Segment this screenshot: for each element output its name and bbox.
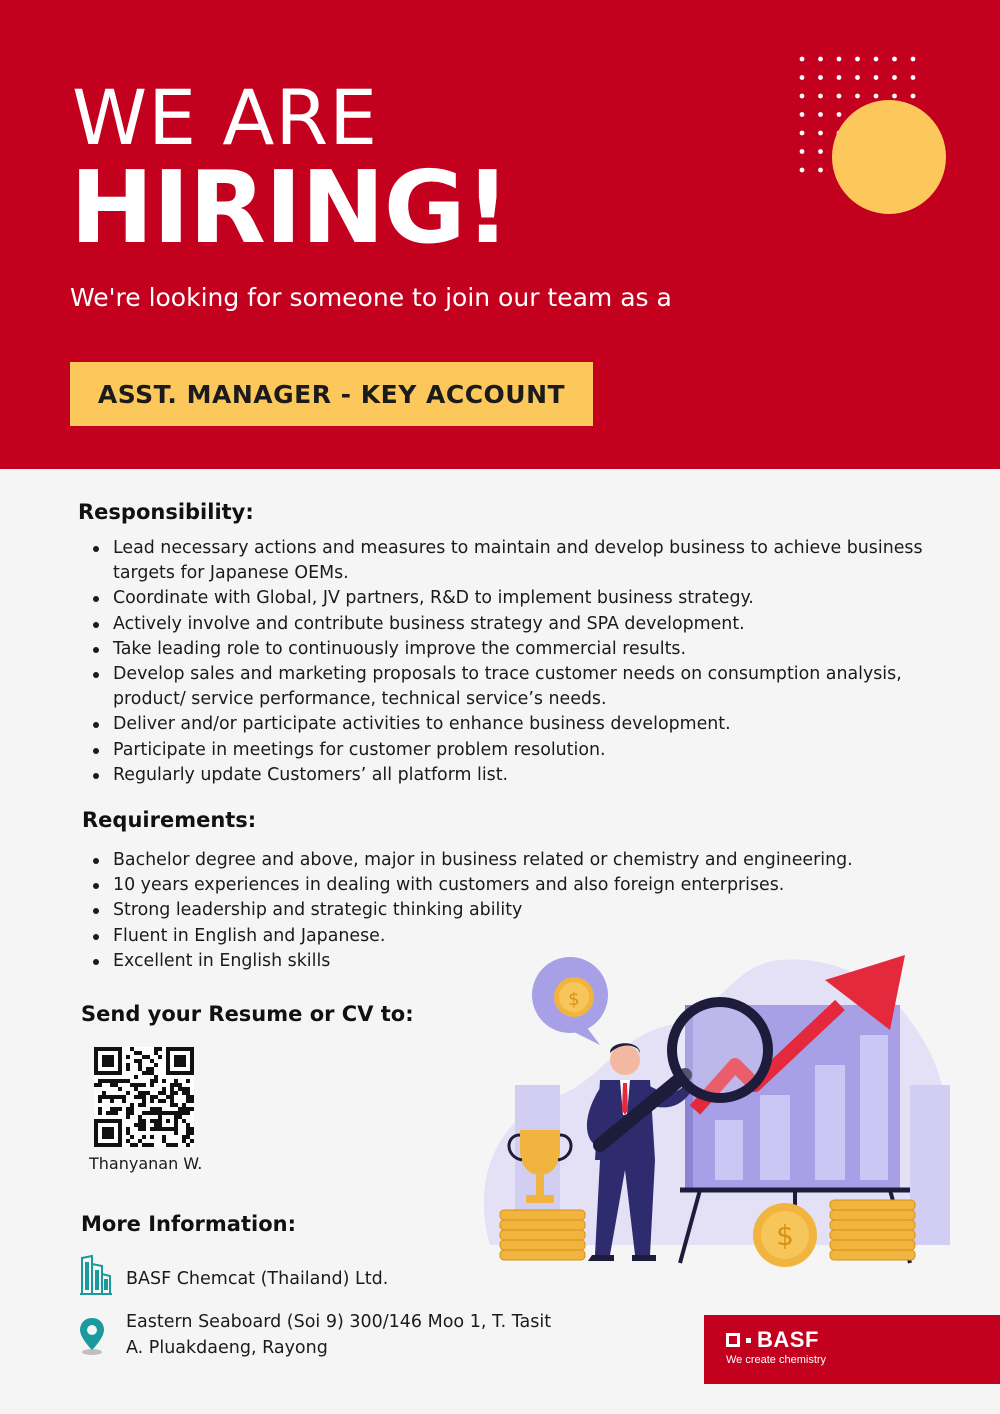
businessman-growth-illustration xyxy=(470,945,970,1275)
decorative-dot xyxy=(800,57,805,62)
list-item: Fluent in English and Japanese. xyxy=(113,924,993,949)
decorative-dot xyxy=(818,94,823,99)
decorative-dot xyxy=(874,75,879,80)
more-info-heading: More Information: xyxy=(81,1212,296,1236)
decorative-dot xyxy=(874,94,879,99)
brand-name: BASF xyxy=(757,1327,819,1352)
list-item: Deliver and/or participate activities to enhance business development. xyxy=(113,712,943,737)
header-banner xyxy=(0,0,1000,469)
decorative-dot xyxy=(892,75,897,80)
decorative-dot xyxy=(818,75,823,80)
decorative-dot xyxy=(837,75,842,80)
location-pin-icon xyxy=(78,1316,106,1356)
decorative-dot xyxy=(874,57,879,62)
basf-logo xyxy=(726,1327,819,1353)
svg-text:$: $ xyxy=(776,1219,794,1252)
list-item: Bachelor degree and above, major in business related or chemistry and engineering. xyxy=(113,848,993,873)
list-item: Regularly update Customers’ all platform list. xyxy=(113,763,943,788)
decorative-dot xyxy=(911,94,916,99)
hero-line-1: WE ARE xyxy=(72,73,379,162)
list-item: Take leading role to continuously improve the commercial results. xyxy=(113,637,943,662)
contact-heading: Send your Resume or CV to: xyxy=(81,1002,414,1026)
decorative-dot xyxy=(818,131,823,136)
decorative-dot xyxy=(837,57,842,62)
decorative-dot xyxy=(855,75,860,80)
decorative-dot xyxy=(800,131,805,136)
list-item: Participate in meetings for customer problem resolution. xyxy=(113,738,943,763)
decorative-dot xyxy=(855,57,860,62)
building-icon xyxy=(80,1254,112,1296)
decorative-dot xyxy=(818,57,823,62)
hero-line-2: HIRING! xyxy=(70,149,510,266)
decorative-dot xyxy=(800,112,805,117)
address-line-1: Eastern Seaboard (Soi 9) 300/146 Moo 1, T. Tasit xyxy=(126,1312,552,1332)
logo-square-icon xyxy=(726,1333,740,1347)
svg-text:$: $ xyxy=(568,989,580,1010)
decorative-dot xyxy=(800,75,805,80)
decorative-dot xyxy=(837,94,842,99)
brand-tagline: We create chemistry xyxy=(726,1354,827,1366)
decorative-dot xyxy=(800,149,805,154)
qr-contact-name: Thanyanan W. xyxy=(89,1154,203,1173)
decorative-dot xyxy=(855,94,860,99)
decorative-dot xyxy=(911,57,916,62)
logo-dot-icon xyxy=(746,1338,751,1343)
decorative-dot xyxy=(837,112,842,117)
list-item: 10 years experiences in dealing with customers and also foreign enterprises. xyxy=(113,873,993,898)
company-name: BASF Chemcat (Thailand) Ltd. xyxy=(126,1269,389,1289)
decorative-dot xyxy=(892,57,897,62)
decorative-dot xyxy=(892,94,897,99)
qr-code[interactable] xyxy=(94,1047,194,1147)
decorative-dot xyxy=(800,168,805,173)
decorative-dot xyxy=(818,112,823,117)
hero-subline: We're looking for someone to join our team as a xyxy=(70,283,672,312)
position-badge xyxy=(70,362,593,426)
list-item: Coordinate with Global, JV partners, R&D to implement business strategy. xyxy=(113,586,943,611)
decorative-dot xyxy=(818,149,823,154)
responsibility-list xyxy=(77,536,943,788)
list-item: Actively involve and contribute business strategy and SPA development. xyxy=(113,612,943,637)
list-item: Lead necessary actions and measures to maintain and develop business to achieve business targets for Japanese OEMs. xyxy=(113,536,943,586)
brand-block xyxy=(704,1315,1000,1384)
list-item: Excellent in English skills xyxy=(113,949,993,974)
list-item: Strong leadership and strategic thinking ability xyxy=(113,898,993,923)
decorative-yellow-circle xyxy=(832,100,946,214)
list-item: Develop sales and marketing proposals to trace customer needs on consumption analysis, product/ service performance, technical service’s needs. xyxy=(113,662,943,712)
responsibility-heading: Responsibility: xyxy=(78,500,254,524)
decorative-dot xyxy=(818,168,823,173)
address-line-2: A. Pluakdaeng, Rayong xyxy=(126,1338,328,1358)
decorative-dot xyxy=(800,94,805,99)
position-title: ASST. MANAGER - KEY ACCOUNT xyxy=(97,379,566,409)
requirements-heading: Requirements: xyxy=(82,808,257,832)
decorative-dot xyxy=(911,75,916,80)
